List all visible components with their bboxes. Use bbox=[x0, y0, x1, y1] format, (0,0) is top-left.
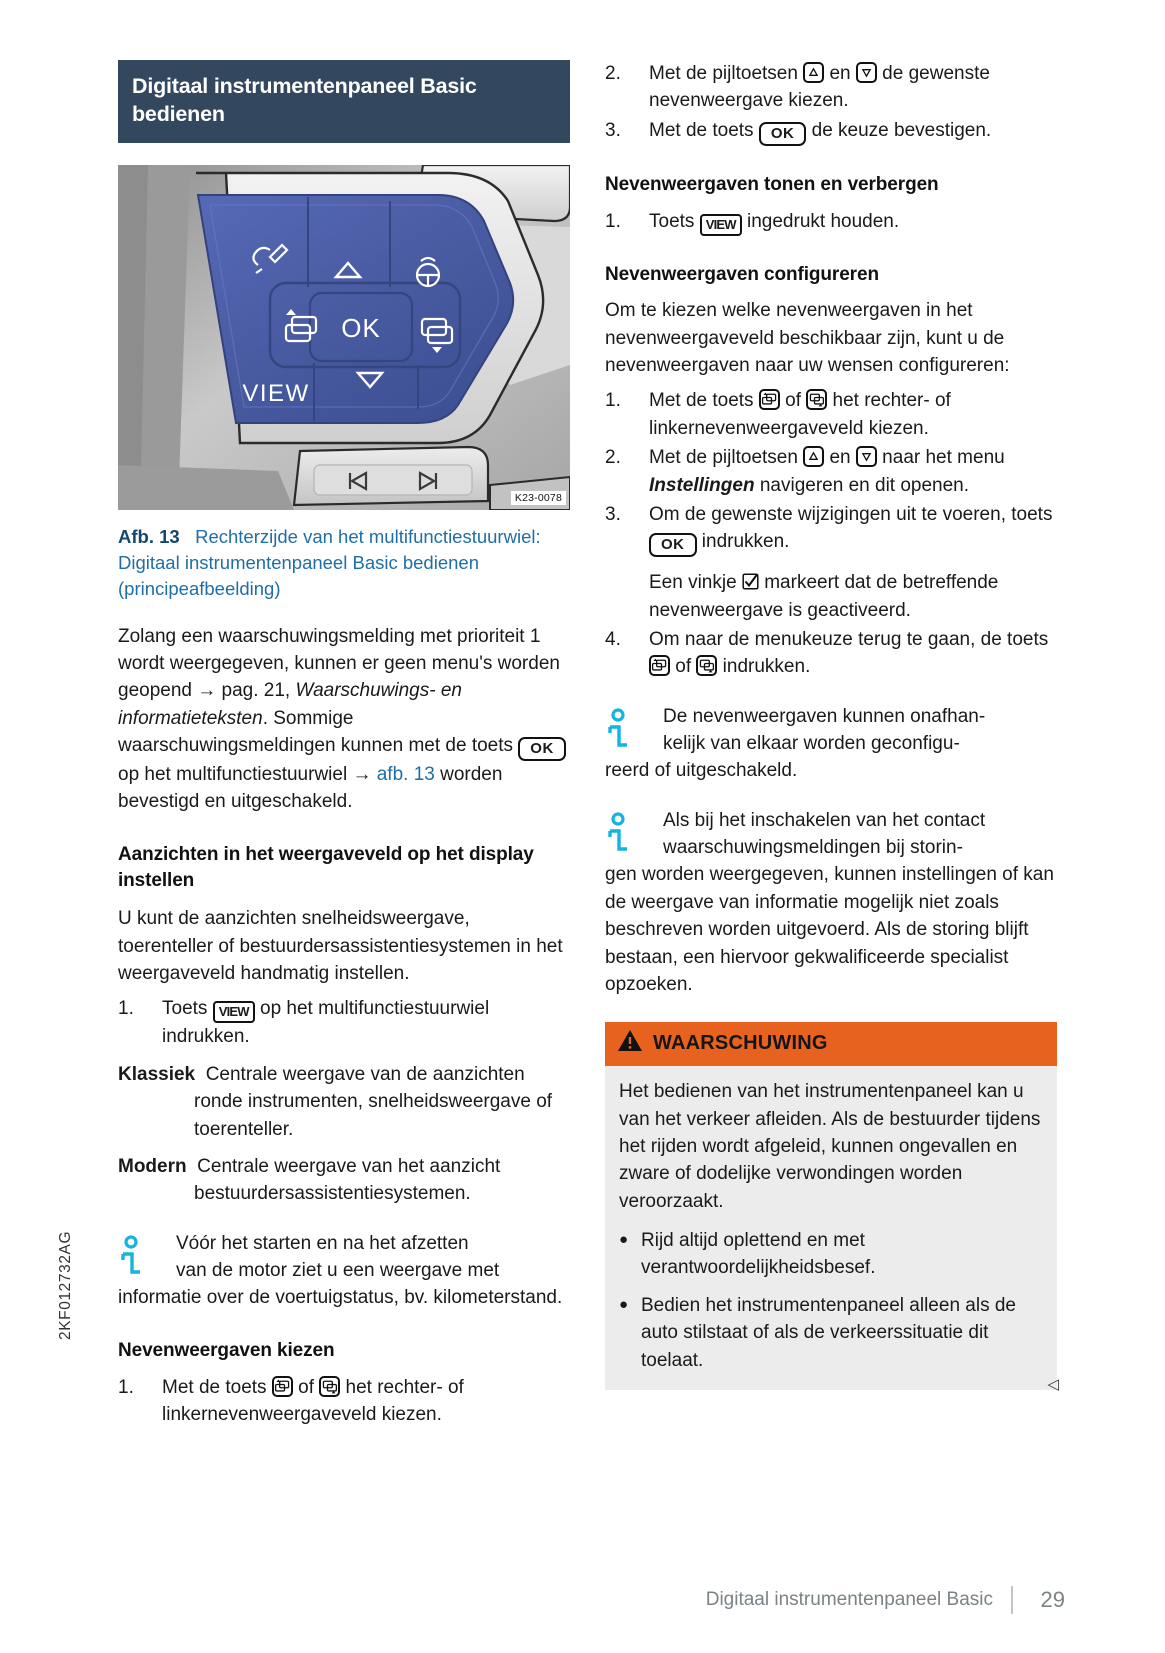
down-arrow-key-icon bbox=[856, 446, 877, 467]
info-note-right-2 bbox=[605, 807, 1057, 999]
view-key-icon: VIEW bbox=[700, 214, 742, 236]
step-pre: Met de toets bbox=[162, 1376, 272, 1398]
view-key-icon: VIEW bbox=[213, 1001, 255, 1023]
warning-box bbox=[605, 1022, 1059, 1393]
figure-caption bbox=[118, 524, 570, 603]
footer-title: Digitaal instrumentenpaneel Basic bbox=[705, 1589, 993, 1610]
figure-label-view: VIEW bbox=[242, 379, 310, 407]
step-post: indrukken. bbox=[717, 656, 811, 678]
down-arrow-key-icon bbox=[856, 62, 877, 83]
intro-paragraph bbox=[118, 623, 570, 816]
steering-wheel-illustration bbox=[118, 165, 570, 510]
info-note-text bbox=[118, 1230, 570, 1312]
info-icon bbox=[605, 811, 639, 855]
step-sub-paragraph bbox=[649, 569, 1057, 624]
definition-klassiek bbox=[118, 1061, 570, 1143]
step-mid: of bbox=[670, 656, 697, 678]
definition-term: Modern bbox=[118, 1155, 187, 1177]
bullet-text: Rijd altijd oplettend en met verantwoordelijkheidsbesef. bbox=[641, 1230, 876, 1279]
list-item bbox=[605, 501, 1057, 624]
intro-italic: Waarschuwings- en informatieteksten bbox=[118, 680, 462, 729]
step-mid: of bbox=[292, 1376, 320, 1398]
left-column bbox=[118, 60, 570, 1430]
list-item bbox=[619, 1227, 1043, 1282]
step-text bbox=[649, 444, 1057, 499]
note-line-2: van de motor ziet u een weergave met bbox=[176, 1259, 500, 1281]
info-icon bbox=[118, 1234, 152, 1278]
step-pre: Toets bbox=[162, 998, 213, 1020]
step-text bbox=[649, 387, 1057, 442]
step-number: 3. bbox=[605, 119, 621, 141]
step-pre: Om de gewenste wijzigingen uit te voeren, toets bbox=[649, 503, 1053, 525]
heading-select: Nevenweergaven kiezen bbox=[118, 1339, 335, 1361]
note-rest: gen worden weergegeven, kunnen instellingen of kan de weergave van informatie mogelijk niet zoals beschreven worden uitgevoerd. Als de storing blijft bestaan, een hiervoor gekwalificeerde specialist opzoeken. bbox=[605, 864, 1054, 995]
step-post2: navigeren en dit openen. bbox=[754, 474, 970, 496]
definition-desc: Centrale weergave van de aanzichten ronde instrumenten, snelheidsweergave of toerenteller. bbox=[194, 1063, 553, 1140]
footer-separator bbox=[1011, 1586, 1013, 1614]
list-item bbox=[605, 444, 1057, 499]
select-step-list-continued bbox=[605, 60, 1057, 146]
definition-modern bbox=[118, 1153, 570, 1208]
list-item bbox=[605, 387, 1057, 442]
step-pre: Om naar de menukeuze terug te gaan, de toets bbox=[649, 628, 1049, 650]
definition-term: Klassiek bbox=[118, 1063, 196, 1085]
list-item bbox=[605, 626, 1057, 681]
step-pre: Toets bbox=[649, 210, 700, 232]
warning-header bbox=[605, 1022, 1057, 1066]
step-text bbox=[649, 117, 1057, 146]
step-text bbox=[162, 995, 570, 1050]
right-display-key-icon bbox=[272, 1376, 293, 1397]
figure-steering-wheel-controls bbox=[118, 165, 570, 510]
figure-caption-label: Afb. 13 bbox=[118, 525, 180, 547]
config-intro: Om te kiezen welke nevenweergaven in het nevenweergaveveld beschikbaar zijn, kunt u de nevenweergaven naar uw wensen configureren: bbox=[605, 300, 1010, 377]
warning-body bbox=[605, 1066, 1057, 1390]
note-rest: reerd of uitgeschakeld. bbox=[605, 760, 798, 782]
step-mid: en bbox=[824, 63, 856, 84]
views-step-list bbox=[118, 995, 570, 1050]
document-part-number: 2KF012732AG bbox=[57, 1230, 74, 1340]
ok-key-icon: OK bbox=[759, 122, 807, 146]
page-footer bbox=[595, 1586, 1065, 1614]
step-number: 4. bbox=[605, 628, 621, 650]
step-number: 1. bbox=[605, 210, 621, 232]
warning-text: Het bedienen van het instrumentenpaneel kan u van het verkeer afleiden. Als de bestuurder tijdens het rijden wordt afgeleid, kunnen ongevallen en zware of dodelijke verwondingen worden veroorzaakt. bbox=[619, 1081, 1041, 1212]
list-item bbox=[619, 1292, 1043, 1374]
up-arrow-key-icon bbox=[803, 62, 824, 83]
note-rest: informatie over de voertuigstatus, bv. kilometerstand. bbox=[118, 1287, 563, 1309]
list-item bbox=[605, 208, 1057, 236]
select-step-list bbox=[118, 1374, 570, 1429]
figure-code: K23-0078 bbox=[511, 491, 566, 505]
step-pre: Met de pijltoetsen bbox=[649, 447, 804, 469]
step-mid: of bbox=[779, 390, 807, 412]
heading-views: Aanzichten in het weergaveveld op het display instellen bbox=[118, 843, 534, 891]
menu-name-instellingen: Instellingen bbox=[649, 474, 755, 496]
config-step-list bbox=[605, 387, 1057, 680]
ok-key-icon: OK bbox=[518, 737, 566, 761]
step-number: 1. bbox=[605, 390, 621, 412]
left-display-key-icon bbox=[806, 389, 827, 410]
warning-triangle-icon bbox=[617, 1029, 643, 1057]
page-title: Digitaal instrumentenpaneel Basic bedienen bbox=[118, 60, 570, 143]
intro-part2: . Sommige waarschuwingsmeldingen kunnen met de toets bbox=[118, 707, 519, 756]
list-item bbox=[118, 1374, 570, 1429]
step-number: 2. bbox=[605, 447, 621, 469]
figure-crossref-link[interactable]: afb. 13 bbox=[376, 763, 435, 785]
step-number: 1. bbox=[118, 998, 134, 1020]
step-post: het rechter- of linkernevenweergaveveld kiezen. bbox=[649, 390, 951, 439]
step-post: de keuze bevestigen. bbox=[806, 119, 992, 141]
ok-key-icon: OK bbox=[649, 533, 697, 557]
intro-part3: op het multifunctiestuurwiel → bbox=[118, 763, 377, 785]
step-post1: naar het menu bbox=[876, 447, 1005, 469]
note-line-2: waarschuwingsmeldingen bij storin- bbox=[663, 837, 963, 859]
intro-part4: worden bevestigd en uitgeschakeld. bbox=[118, 763, 503, 813]
step-pre: Met de pijltoetsen bbox=[649, 63, 804, 84]
sub-pre: Een vinkje bbox=[649, 572, 742, 594]
up-arrow-key-icon bbox=[803, 446, 824, 467]
step-text bbox=[649, 626, 1057, 681]
heading-show-hide: Nevenweergaven tonen en verbergen bbox=[605, 173, 939, 195]
note-line-1: Als bij het inschakelen van het contact bbox=[663, 809, 986, 831]
show-step-list bbox=[605, 208, 1057, 236]
right-display-key-icon bbox=[649, 655, 670, 676]
heading-configure: Nevenweergaven configureren bbox=[605, 263, 879, 285]
step-pre: Met de toets bbox=[649, 390, 759, 412]
info-icon bbox=[605, 707, 639, 751]
step-number: 2. bbox=[605, 63, 621, 84]
warning-end-marker: ◁ bbox=[1047, 1375, 1059, 1393]
step-number: 1. bbox=[118, 1376, 134, 1398]
step-text bbox=[649, 208, 1057, 236]
step-text bbox=[649, 501, 1057, 624]
views-intro: U kunt de aanzichten snelheidsweergave, toerenteller of bestuurdersassistentiesystemen in het weergaveveld handmatig instellen. bbox=[118, 908, 563, 985]
step-post: de gewenste nevenweergave kiezen. bbox=[649, 63, 990, 112]
page-number: 29 bbox=[1040, 1587, 1065, 1612]
sub-post: markeert dat de betreffende nevenweergave is geactiveerd. bbox=[649, 572, 999, 621]
warning-bullet-list bbox=[619, 1227, 1043, 1374]
list-item bbox=[605, 60, 1057, 115]
left-display-key-icon bbox=[319, 1376, 340, 1397]
note-line-1: De nevenweergaven kunnen onafhan- bbox=[663, 705, 986, 727]
figure-label-ok: OK bbox=[341, 312, 381, 343]
step-post: op het multifunctiestuurwiel indrukken. bbox=[162, 998, 490, 1048]
step-post: het rechter- of linkernevenweergaveveld kiezen. bbox=[162, 1376, 464, 1425]
info-note-text bbox=[605, 703, 1057, 785]
step-post: ingedrukt houden. bbox=[741, 210, 900, 232]
right-display-key-icon bbox=[759, 389, 780, 410]
info-note-text bbox=[605, 807, 1057, 999]
step-number: 3. bbox=[605, 503, 621, 525]
note-line-1: Vóór het starten en na het afzetten bbox=[176, 1232, 469, 1254]
list-item bbox=[118, 995, 570, 1050]
figure-caption-text: Rechterzijde van het multifunctiestuurwiel: Digitaal instrumentenpaneel Basic bedienen (principeafbeelding) bbox=[118, 525, 541, 600]
left-display-key-icon bbox=[696, 655, 717, 676]
info-note-right-1 bbox=[605, 703, 1057, 785]
intro-part1: Zolang een waarschuwingsmelding met prioriteit 1 wordt weergegeven, kunnen er geen menu's worden geopend → pag. 21, bbox=[118, 625, 560, 702]
bullet-dot: ● bbox=[619, 1295, 629, 1313]
definition-desc: Centrale weergave van het aanzicht bestuurdersassistentiesystemen. bbox=[194, 1155, 501, 1205]
warning-title: WAARSCHUWING bbox=[653, 1031, 828, 1054]
step-post: indrukken. bbox=[696, 531, 790, 553]
step-pre: Met de toets bbox=[649, 119, 759, 141]
step-mid: en bbox=[824, 447, 856, 469]
note-line-2: kelijk van elkaar worden geconfigu- bbox=[663, 733, 960, 755]
checkmark-icon bbox=[742, 573, 759, 590]
step-text bbox=[162, 1374, 570, 1429]
list-item bbox=[605, 117, 1057, 146]
bullet-dot: ● bbox=[619, 1231, 629, 1249]
info-note-left bbox=[118, 1230, 570, 1312]
step-text bbox=[649, 60, 1057, 115]
bullet-text: Bedien het instrumentenpaneel alleen als de auto stilstaat of als de verkeerssituatie dit toelaat. bbox=[641, 1294, 1016, 1371]
right-column bbox=[605, 60, 1059, 1393]
